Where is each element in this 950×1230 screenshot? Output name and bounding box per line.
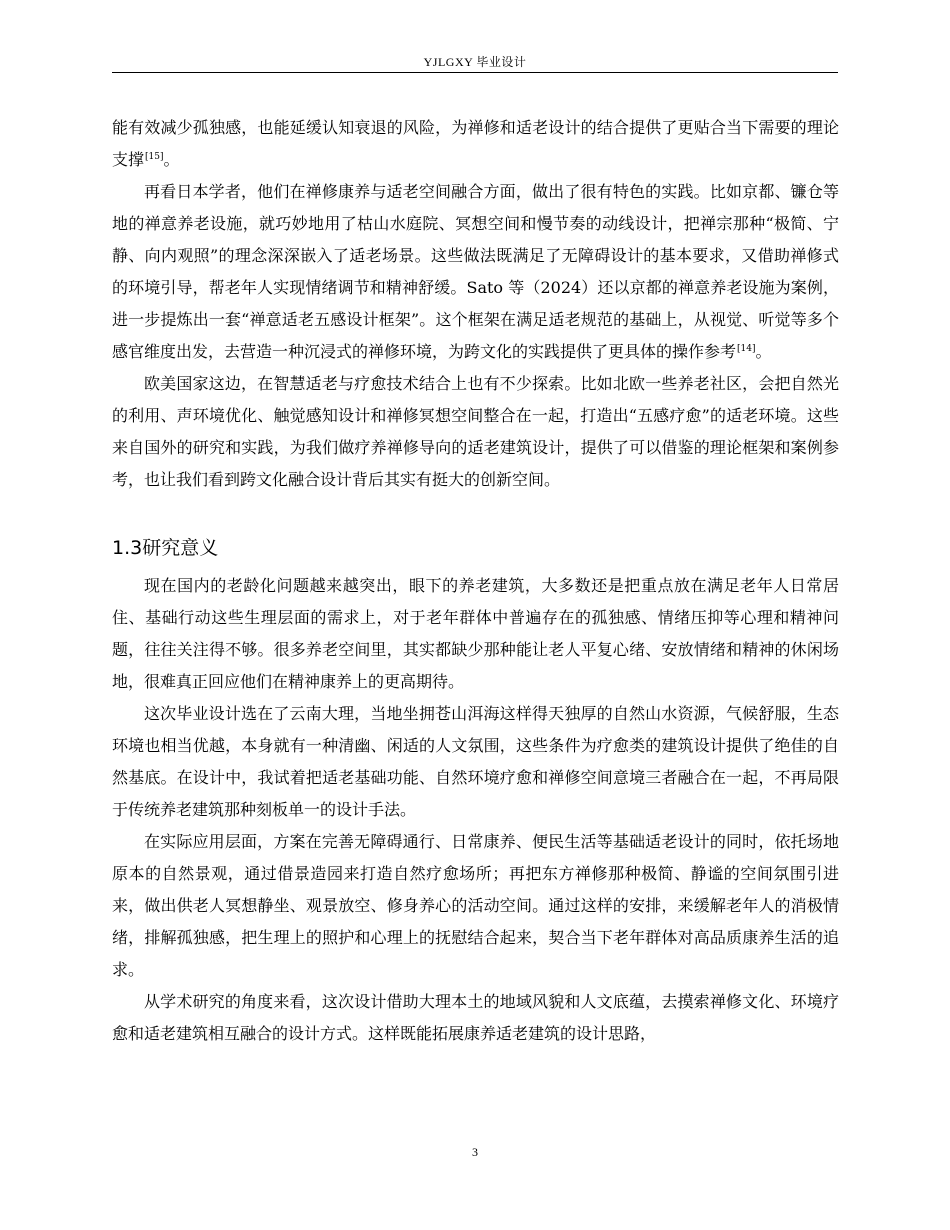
- paragraph-text: 在实际应用层面，方案在完善无障碍通行、日常康养、便民生活等基础适老设计的同时，依托场地原本的自然景观，通过借景造园来打造自然疗愈场所；再把东方禅修那种极简、静谧的空间氛围引进来，做出供老人冥想静坐、观景放空、修身养心的活动空间。通过这样的安排，来缓解老年人的消极情绪，排解孤独感，把生理上的照护和心理上的抚慰结合起来，契合当下老年群体对高品质康养生活的追求。: [112, 832, 839, 979]
- paragraph-japan: [112, 176, 839, 368]
- paragraph-text: 再看日本学者，他们在禅修康养与适老空间融合方面，做出了很有特色的实践。比如京都、镰仓等地的禅意养老设施，就巧妙地用了枯山水庭院、冥想空间和慢节奏的动线设计，把禅宗那种“极简、宁静、向内观照”的理念深深嵌入了适老场景。这些做法既满足了无障碍设计的基本要求，又借助禅修式的环境引导，帮老年人实现情绪调节和精神舒缓。Sato 等（2024）还以京都的禅意养老设施为案例，进一步提炼出一套“禅意适老五感设计框架”。这个框架在满足适老规范的基础上，从视觉、听觉等多个感官维度出发，去营造一种沉浸式的禅修环境，为跨文化的实践提供了更具体的操作参考: [112, 182, 839, 361]
- page-number: 3: [472, 1145, 478, 1159]
- citation-15[interactable]: [15]: [145, 152, 164, 162]
- section-heading: 1.3研究意义: [112, 537, 219, 559]
- paragraph-dali-site: [112, 698, 839, 826]
- paragraph-text: 这次毕业设计选在了云南大理，当地坐拥苍山洱海这样得天独厚的自然山水资源，气候舒服，生态环境也相当优越，本身就有一种清幽、闲适的人文氛围，这些条件为疗愈类的建筑设计提供了绝佳的自然基底。在设计中，我试着把适老基础功能、自然环境疗愈和禅修空间意境三者融合在一起，不再局限于传统养老建筑那种刻板单一的设计手法。: [112, 704, 839, 819]
- paragraph-end: 。: [755, 342, 772, 361]
- header-rule: [112, 72, 838, 73]
- page-header: [112, 54, 838, 70]
- paragraph-continuation: [112, 112, 839, 176]
- document-body: [112, 112, 839, 1050]
- header-title: YJLGXY 毕业设计: [423, 55, 527, 69]
- paragraph-text: 欧美国家这边，在智慧适老与疗愈技术结合上也有不少探索。比如北欧一些养老社区，会把自然光的利用、声环境优化、触觉感知设计和禅修冥想空间整合在一起，打造出“五感疗愈”的适老环境。这些来自国外的研究和实践，为我们做疗养禅修导向的适老建筑设计，提供了可以借鉴的理论框架和案例参考，也让我们看到跨文化融合设计背后其实有挺大的创新空间。: [112, 374, 839, 489]
- paragraph-text: 现在国内的老龄化问题越来越突出，眼下的养老建筑，大多数还是把重点放在满足老年人日常居住、基础行动这些生理层面的需求上，对于老年群体中普遍存在的孤独感、情绪压抑等心理和精神问题，往往关注得不够。很多养老空间里，其实都缺少那种能让老人平复心绪、安放情绪和精神的休闲场地，很难真正回应他们在精神康养上的更高期待。: [112, 576, 839, 691]
- paragraph-text: 能有效减少孤独感，也能延缓认知衰退的风险，为禅修和适老设计的结合提供了更贴合当下需要的理论支撑: [112, 118, 839, 169]
- paragraph-domestic: [112, 570, 839, 698]
- paragraph-application: [112, 826, 839, 986]
- citation-14[interactable]: [14]: [737, 344, 756, 354]
- paragraph-academic: [112, 986, 839, 1050]
- paragraph-text: 从学术研究的角度来看，这次设计借助大理本土的地域风貌和人文底蕴，去摸索禅修文化、环境疗愈和适老建筑相互融合的设计方式。这样既能拓展康养适老建筑的设计思路，: [112, 992, 839, 1043]
- paragraph-end: 。: [163, 150, 180, 169]
- paragraph-europe: [112, 368, 839, 496]
